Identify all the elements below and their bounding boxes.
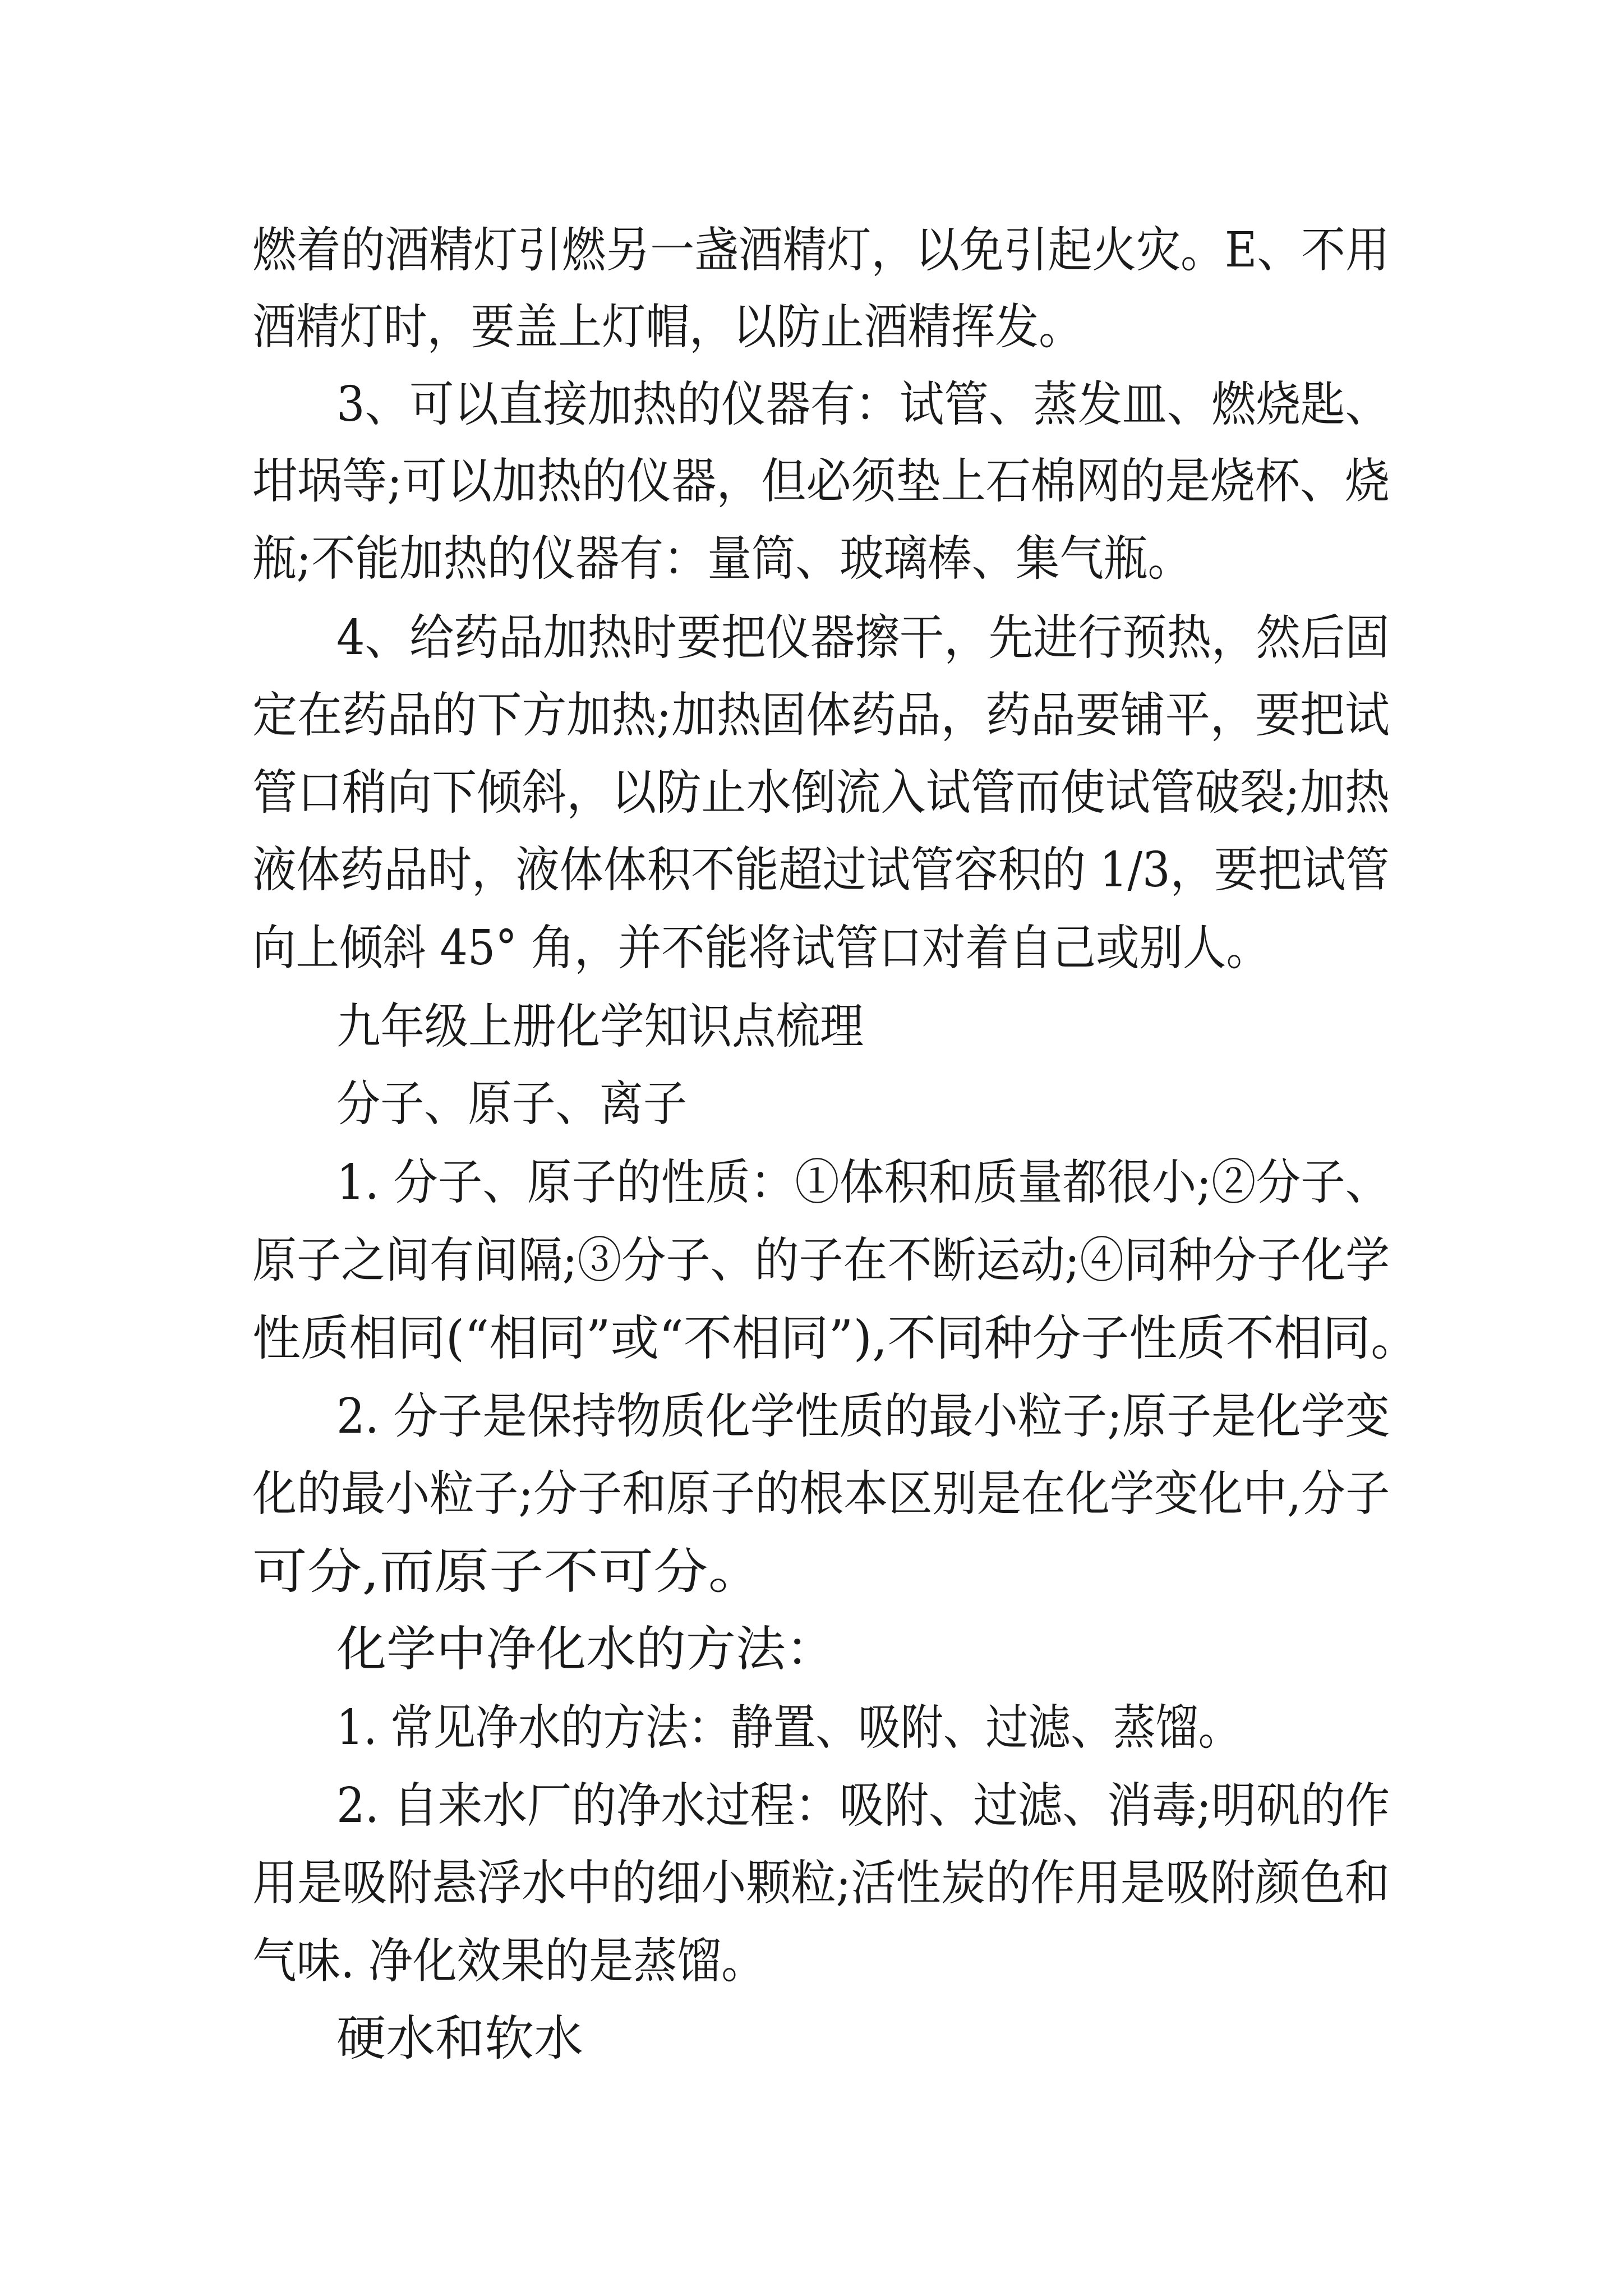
text-line: 坩埚等;可以加热的仪器，但必须垫上石棉网的是烧杯、烧 [252,453,1390,509]
text-line: 原子之间有间隔;③分子、的子在不断运动;④同种分子化学 [252,1232,1390,1289]
text-line: 管口稍向下倾斜，以防止水倒流入试管而使试管破裂;加热 [252,765,1390,821]
text-line: 瓶;不能加热的仪器有：量筒、玻璃棒、集气瓶。 [252,531,1192,587]
section-heading: 化学中净化水的方法： [336,1621,836,1677]
text-line: 可分,而原子不可分。 [252,1544,763,1600]
text-line: 1. 分子、原子的性质：①体积和质量都很小;②分子、 [336,1154,1390,1211]
text-line: 酒精灯时，要盖上灯帽，以防止酒精挥发。 [252,299,1083,355]
text-line: 3、可以直接加热的仪器有：试管、蒸发皿、燃烧匙、 [336,376,1390,432]
text-line: 1. 常见净水的方法：静置、吸附、过滤、蒸馏。 [336,1700,1241,1756]
text-line: 用是吸附悬浮水中的细小颗粒;活性炭的作用是吸附颜色和 [252,1855,1390,1911]
text-line: 向上倾斜 45° 角，并不能将试管口对着自己或别人。 [252,920,1270,976]
text-line: 定在药品的下方加热;加热固体药品，药品要铺平，要把试 [252,687,1390,743]
text-line: 化的最小粒子;分子和原子的根本区别是在化学变化中,分子 [252,1466,1390,1522]
text-line: 气味. 净化效果的是蒸馏。 [252,1933,766,1989]
text-line: 性质相同(“相同”或“不相同”),不同种分子性质不相同。 [252,1310,1419,1366]
section-heading: 分子、原子、离子 [336,1076,687,1132]
section-heading: 九年级上册化学知识点梳理 [336,999,864,1055]
text-line: 2. 自来水厂的净水过程：吸附、过滤、消毒;明矾的作 [336,1778,1390,1834]
text-line: 4、给药品加热时要把仪器擦干，先进行预热，然后固 [336,610,1390,666]
text-line: 液体药品时，液体体积不能超过试管容积的 1/3，要把试管 [252,842,1390,898]
text-line: 燃着的酒精灯引燃另一盏酒精灯，以免引起火灾。E、不用 [252,222,1390,278]
text-line: 2. 分子是保持物质化学性质的最小粒子;原子是化学变 [336,1388,1390,1444]
section-heading: 硬水和软水 [336,2010,584,2067]
